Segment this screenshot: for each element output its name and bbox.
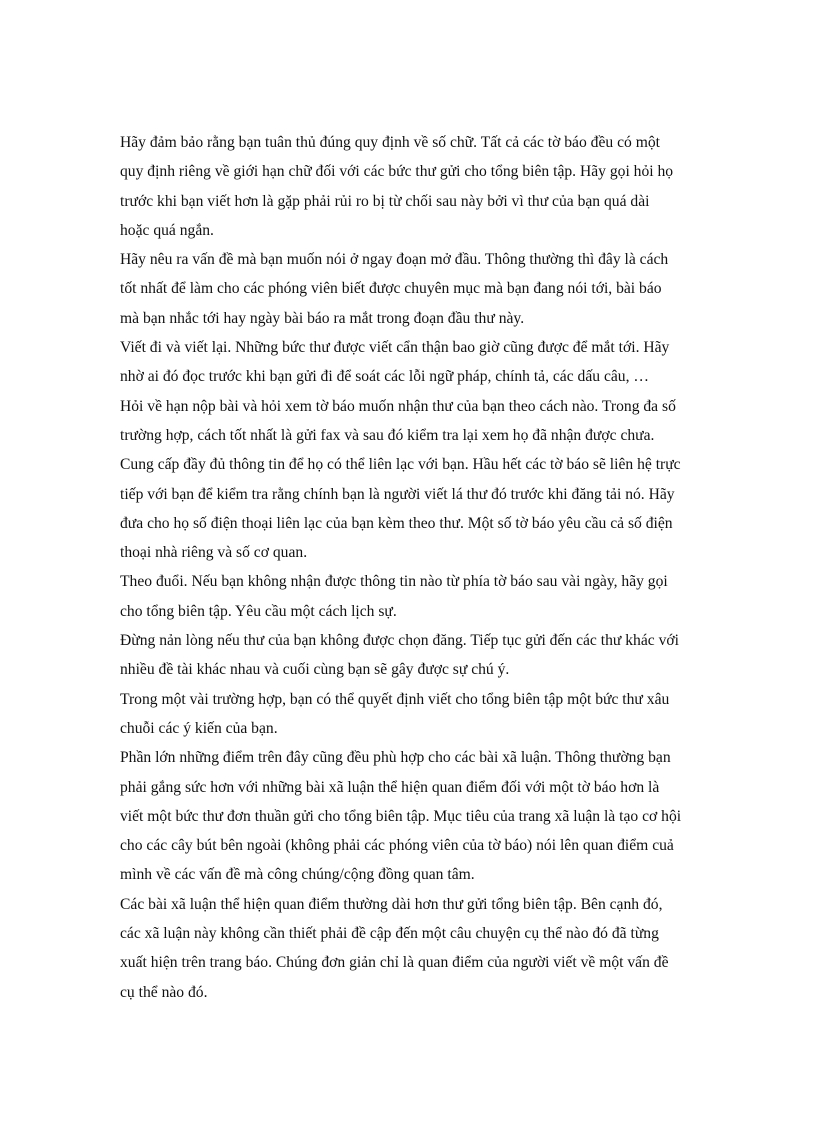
text-line: hoặc quá ngắn. (120, 221, 214, 239)
text-line: mình về các vấn đề mà công chúng/cộng đồng quan tâm. (120, 866, 475, 884)
text-line: Hãy đảm bảo rằng bạn tuân thủ đúng quy định về số chữ. Tất cả các tờ báo đều có một (120, 134, 660, 151)
text-line: Cung cấp đầy đủ thông tin để họ có thể liên lạc với bạn. Hầu hết các tờ báo sẽ liên hệ trực (120, 456, 681, 474)
text-line: viết một bức thư đơn thuần gửi cho tổng biên tập. Mục tiêu của trang xã luận là tạo cơ hội (120, 807, 682, 825)
text-line: trường hợp, cách tốt nhất là gửi fax và sau đó kiểm tra lại xem họ đã nhận được chưa. (120, 426, 655, 444)
text-line: tốt nhất để làm cho các phóng viên biết được chuyên mục mà bạn đang nói tới, bài báo (120, 280, 662, 298)
text-line: phải gắng sức hơn với những bài xã luận thể hiện quan điểm đối với một tờ báo hơn là (120, 778, 660, 796)
paragraph-deadline (120, 392, 720, 451)
text-line: Hỏi về hạn nộp bài và hỏi xem tờ báo muốn nhận thư của bạn theo cách nào. Trong đa số (120, 397, 676, 415)
paragraph-opinion-length (120, 890, 720, 1007)
text-line: Đừng nản lòng nếu thư của bạn không được chọn đăng. Tiếp tục gửi đến các thư khác với (120, 632, 679, 650)
text-line: tiếp với bạn để kiểm tra rằng chính bạn là người viết lá thư đó trước khi đăng tải nó. Hãy (120, 485, 675, 503)
text-line: thoại nhà riêng và số cơ quan. (120, 544, 308, 562)
text-line: đưa cho họ số điện thoại liên lạc của bạn kèm theo thư. Một số tờ báo yêu cầu cả số điện (120, 514, 673, 532)
text-line: mà bạn nhắc tới hay ngày bài báo ra mắt trong đoạn đầu thư này. (120, 309, 525, 327)
paragraph-series-letter (120, 685, 720, 744)
paragraph-word-limit (120, 128, 720, 245)
text-line: Hãy nêu ra vấn đề mà bạn muốn nói ở ngay đoạn mở đầu. Thông thường thì đây là cách (120, 251, 669, 269)
text-line: các xã luận này không cần thiết phải đề cập đến một câu chuyện cụ thể nào đó đã từng (120, 925, 659, 943)
text-line: Viết đi và viết lại. Những bức thư được viết cẩn thận bao giờ cũng được để mắt tới. Hãy (120, 339, 670, 357)
text-line: quy định riêng về giới hạn chữ đối với các bức thư gửi cho tổng biên tập. Hãy gọi hỏi họ (120, 163, 674, 181)
text-line: nhờ ai đó đọc trước khi bạn gửi đi để soát các lỗi ngữ pháp, chính tả, các dấu câu, … (120, 368, 649, 386)
paragraph-write-rewrite (120, 333, 720, 392)
paragraph-state-issue (120, 245, 720, 333)
text-line: xuất hiện trên trang báo. Chúng đơn giản chỉ là quan điểm của người viết về một vấn đề (120, 954, 669, 972)
text-line: Trong một vài trường hợp, bạn có thể quyết định viết cho tổng biên tập một bức thư xâu (120, 690, 670, 708)
text-line: Phần lớn những điểm trên đây cũng đều phù hợp cho các bài xã luận. Thông thường bạn (120, 749, 671, 767)
paragraph-persistence (120, 626, 720, 685)
text-line: Theo đuổi. Nếu bạn không nhận được thông tin nào từ phía tờ báo sau vài ngày, hãy gọi (120, 573, 668, 591)
text-line: cho các cây bút bên ngoài (không phải các phóng viên của tờ báo) nói lên quan điểm cuả (120, 837, 674, 855)
paragraph-follow-up (120, 567, 720, 626)
text-line: cho tổng biên tập. Yêu cầu một cách lịch sự. (120, 602, 397, 620)
text-line: trước khi bạn viết hơn là gặp phải rủi ro bị từ chối sau này bởi vì thư của bạn quá dài (120, 192, 650, 210)
paragraph-editorials (120, 743, 720, 889)
paragraph-contact-info (120, 450, 720, 567)
text-line: nhiều đề tài khác nhau và cuối cùng bạn sẽ gây được sự chú ý. (120, 661, 510, 679)
text-line: Các bài xã luận thể hiện quan điểm thường dài hơn thư gửi tổng biên tập. Bên cạnh đó, (120, 895, 663, 913)
document-body (120, 128, 720, 1007)
text-line: cụ thể nào đó. (120, 983, 208, 1001)
text-line: chuỗi các ý kiến của bạn. (120, 719, 278, 737)
